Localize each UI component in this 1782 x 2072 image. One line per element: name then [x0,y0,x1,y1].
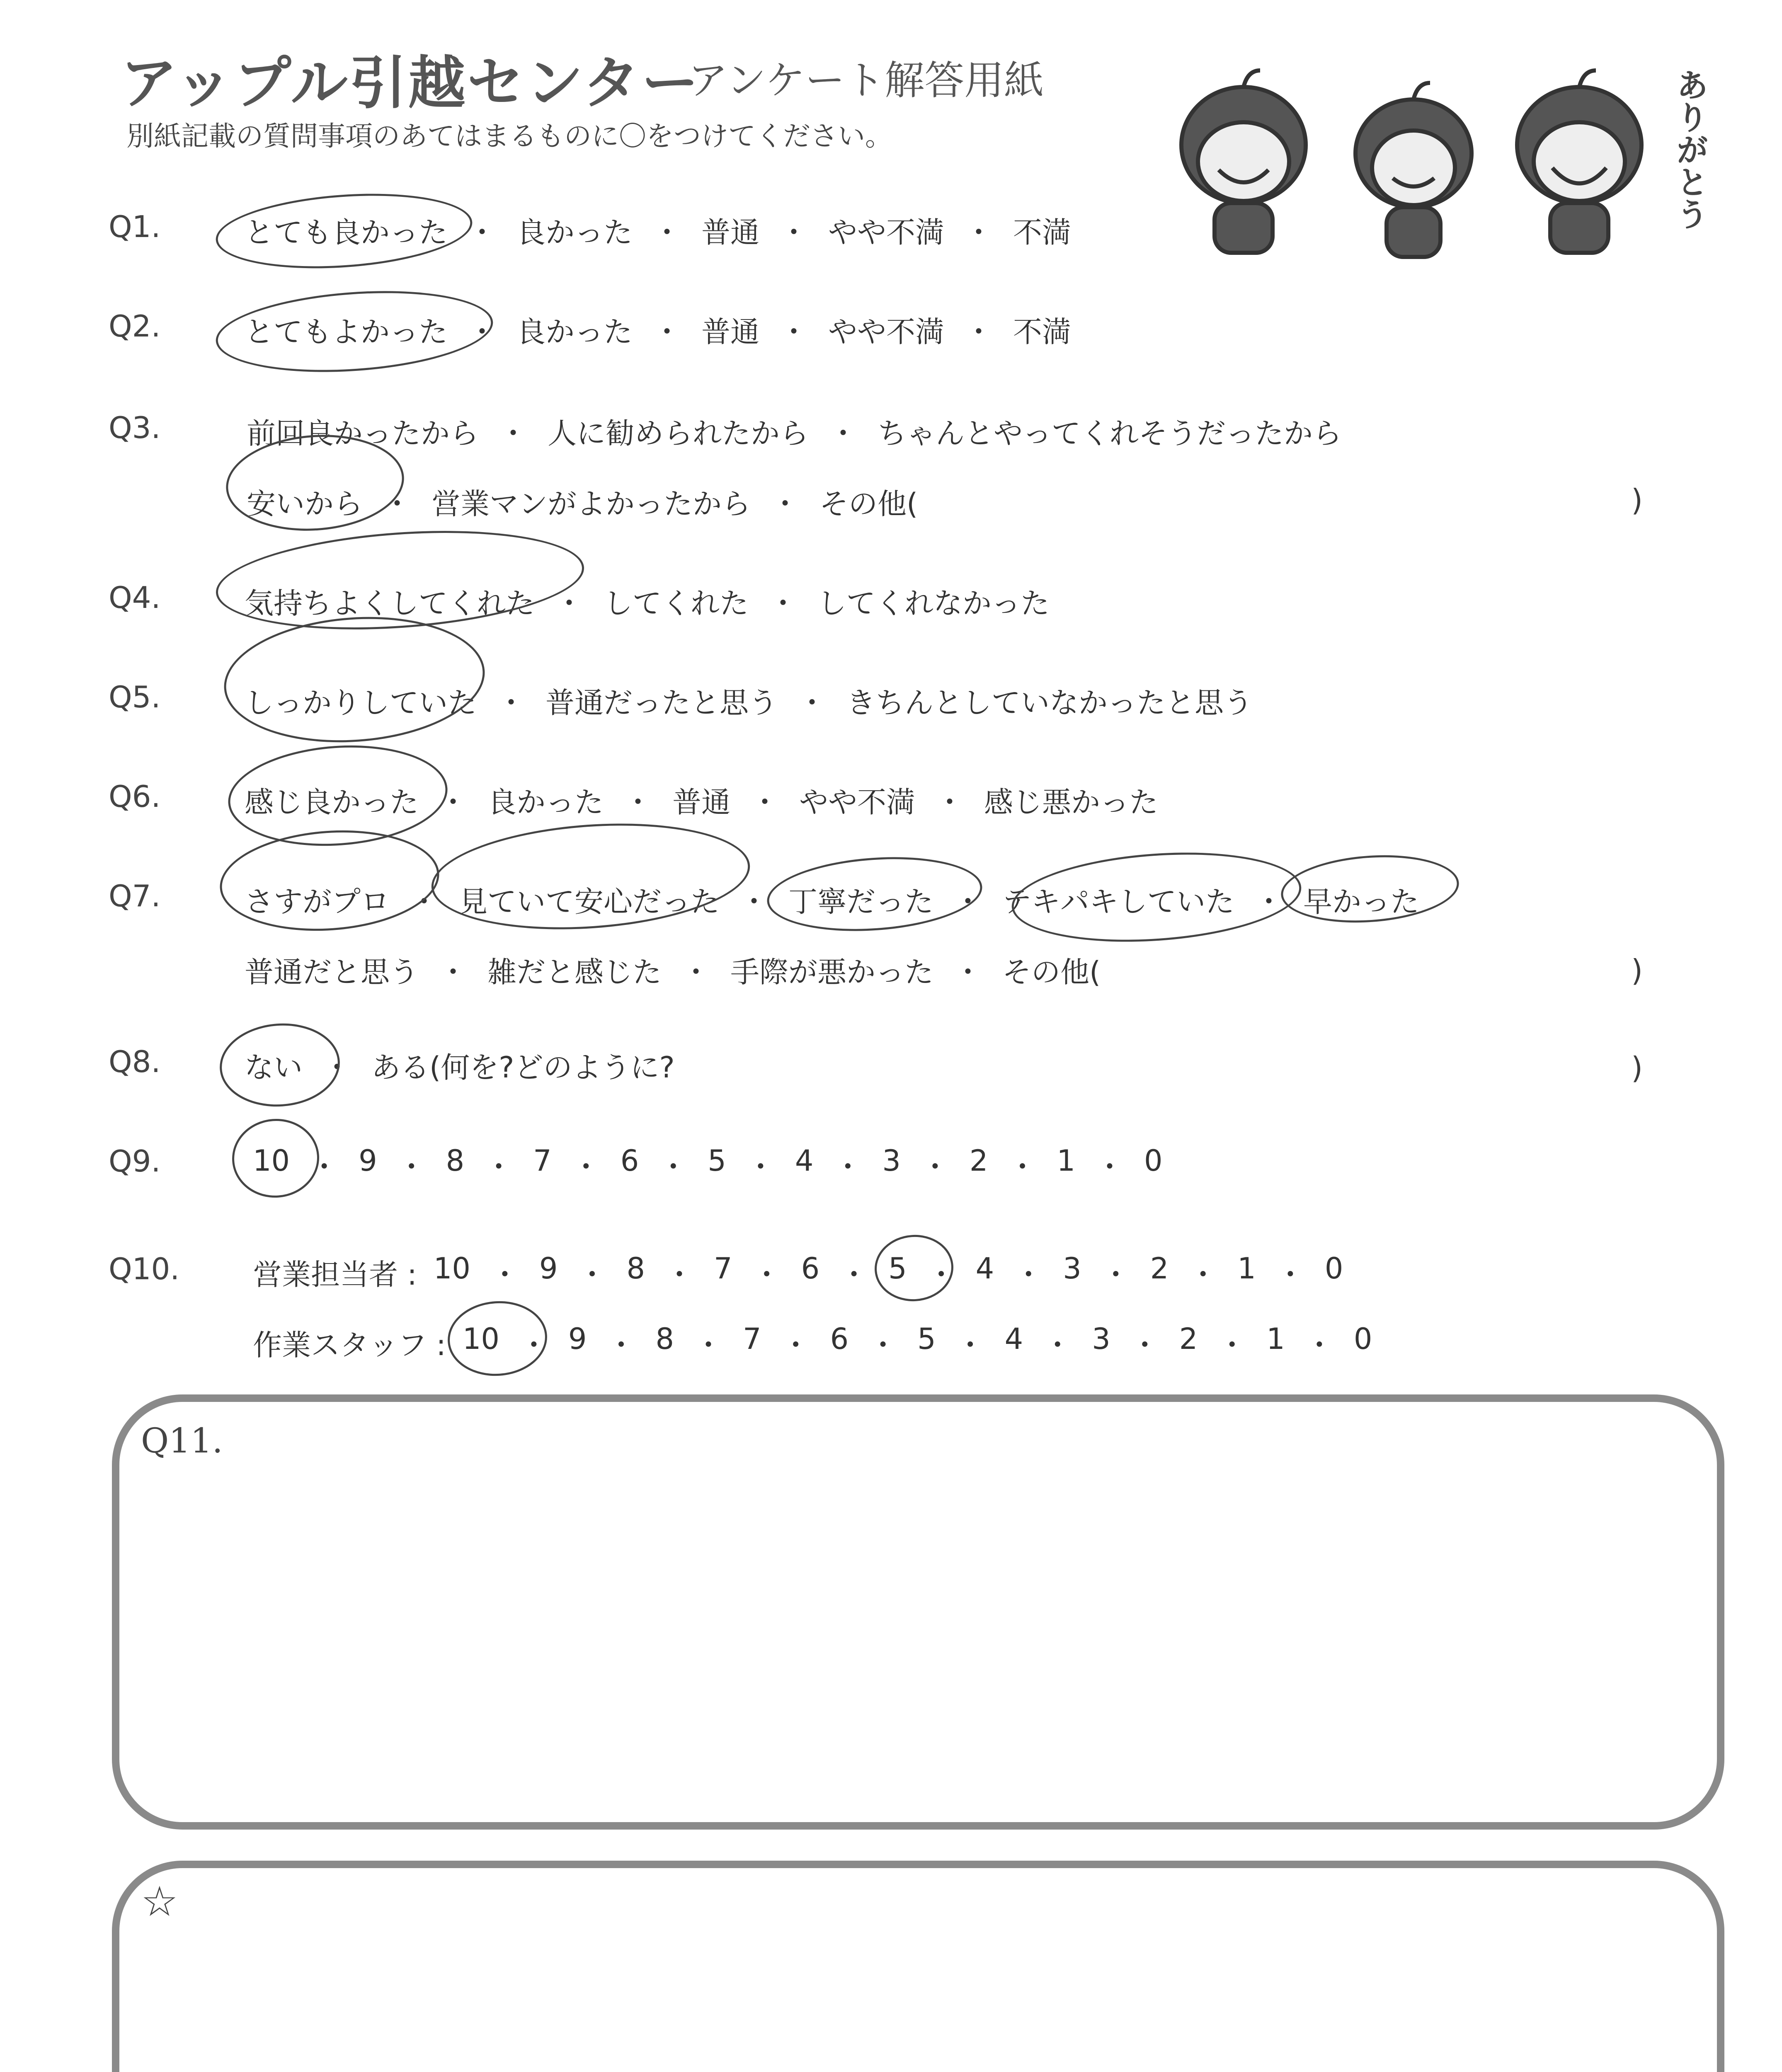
q11-label: Q11. [141,1421,223,1461]
q6-option[interactable]: 感じ悪かった [984,785,1158,819]
q10-score[interactable]: 5 [917,1322,936,1356]
q7-option[interactable]: 早かった [1303,885,1419,919]
q2-option[interactable]: とてもよかった [245,315,448,349]
q1-option[interactable]: やや不満 [828,215,944,249]
q1-option[interactable]: 良かった [516,215,633,249]
q5-option[interactable]: きちんとしていなかったと思う [846,686,1253,720]
q7-option[interactable]: 普通だと思う [245,955,419,989]
q2-option[interactable]: 普通 [701,315,759,349]
q8-option[interactable]: ある(何を?どのように? [371,1051,675,1084]
q9-score[interactable]: 0 [1144,1144,1163,1178]
q9-score[interactable]: 8 [446,1144,465,1178]
q10-sales-row: 営業担当者 : 10 ・ 9 ・ 8 ・ 7 ・ 6 ・ 5 ・ 4 ・ 3 ・ 2 ・ 1 ・ 0 [253,1251,1343,1293]
q9-score[interactable]: 6 [620,1144,639,1178]
answer-circle [213,186,475,276]
q8-number: Q8. [109,1044,161,1079]
q10-score[interactable]: 7 [743,1322,761,1356]
q5-option[interactable]: 普通だったと思う [546,686,778,720]
q7-number: Q7. [109,879,161,913]
thanks-text: ありがとう [1671,68,1708,230]
star-comment-box[interactable] [112,1861,1724,2072]
answer-circle [765,850,985,938]
q2-option[interactable]: 不満 [1013,315,1071,349]
q9-scale: 10 ・ 9 ・ 8 ・ 7 ・ 6 ・ 5 ・ 4 ・ 3 ・ 2 ・ 1 ・ 0 [253,1144,1163,1186]
q10-row-label: 作業スタッフ : [253,1328,446,1362]
form-subtitle: アンケート解答用紙 [688,57,1044,104]
q10-score[interactable]: 10 [433,1251,470,1285]
q6-options: 感じ良かった ・ 良かった ・ 普通 ・ やや不満 ・ 感じ悪かった [245,779,1158,821]
q10-score[interactable]: 6 [801,1251,820,1285]
q7-option[interactable]: テキパキしていた [1002,885,1234,919]
q3-option[interactable]: 前回良かったから [247,416,479,450]
star-icon: ☆ [141,1877,178,1926]
answer-circle [220,608,489,750]
q6-option[interactable]: 良かった [487,785,604,819]
q7-option[interactable]: 雑だと感じた [487,955,662,989]
q4-number: Q4. [109,580,161,615]
q11-comment-box[interactable] [112,1394,1724,1830]
q6-option[interactable]: やや不満 [799,785,915,819]
q10-number: Q10. [109,1251,180,1286]
q6-option[interactable]: 普通 [672,785,730,819]
q7-options-line2: 普通だと思う ・ 雑だと感じた ・ 手際が悪かった ・ その他( [245,949,1101,991]
q9-score[interactable]: 5 [708,1144,726,1178]
q5-option[interactable]: しっかりしていた [245,686,477,720]
q8-paren-close: ) [1631,1051,1643,1085]
q1-option[interactable]: 普通 [701,215,759,249]
q9-score[interactable]: 1 [1057,1144,1075,1178]
q3-option[interactable]: 営業マンがよかったから [432,487,751,521]
brand-title: アップル引越センター [120,50,701,116]
q9-score[interactable]: 10 [253,1144,290,1178]
q10-score[interactable]: 10 [462,1322,499,1356]
q2-option[interactable]: やや不満 [828,315,944,349]
q2-option[interactable]: 良かった [516,315,633,349]
q4-option[interactable]: してくれなかった [817,586,1050,620]
answer-circle [428,813,754,939]
q10-row-label: 営業担当者 : [253,1258,417,1292]
q9-score[interactable]: 9 [359,1144,377,1178]
q10-score[interactable]: 7 [714,1251,732,1285]
q7-options-line1: さすがプロ ・ 見ていて安心だった ・ 丁寧だった ・ テキパキしていた ・ 早かった [245,879,1419,920]
q3-number: Q3. [109,410,161,445]
monkey-mascot-icon [1152,58,1700,265]
q10-score[interactable]: 0 [1353,1322,1372,1356]
q10-score[interactable]: 0 [1324,1251,1343,1285]
q9-score[interactable]: 3 [882,1144,901,1178]
instruction-text: 別紙記載の質問事項のあてはまるものに〇をつけてください。 [126,120,892,152]
q1-option[interactable]: 不満 [1013,215,1071,249]
q10-score[interactable]: 8 [655,1322,674,1356]
q7-option[interactable]: 見ていて安心だった [458,885,720,919]
q3-option[interactable]: ちゃんとやってくれそうだったから [878,416,1342,450]
q4-option[interactable]: してくれた [604,586,749,620]
q10-score[interactable]: 2 [1150,1251,1169,1285]
q2-options: とてもよかった ・ 良かった ・ 普通 ・ やや不満 ・ 不満 [245,309,1071,351]
q3-options-line1: 前回良かったから ・ 人に勧められたから ・ ちゃんとやってくれそうだったから [247,410,1342,452]
answer-circle [230,1116,322,1201]
q10-score[interactable]: 4 [1004,1322,1023,1356]
q7-paren-close: ) [1631,953,1643,988]
q3-options-line2: 安いから ・ 営業マンがよかったから ・ その他( [247,481,918,523]
q1-option[interactable]: とても良かった [245,215,448,249]
q10-score[interactable]: 9 [539,1251,558,1285]
q10-score[interactable]: 1 [1237,1251,1256,1285]
q10-score[interactable]: 3 [1063,1251,1081,1285]
answer-circle [213,283,496,380]
q1-number: Q1. [109,209,161,244]
q8-options: ない ・ ある(何を?どのように? [245,1044,675,1086]
q6-option[interactable]: 感じ良かった [245,785,419,819]
q10-score[interactable]: 3 [1092,1322,1110,1356]
q5-number: Q5. [109,680,161,714]
answer-circle [445,1298,550,1379]
q5-options: しっかりしていた ・ 普通だったと思う ・ きちんとしていなかったと思う [245,680,1253,721]
q2-number: Q2. [109,309,161,344]
q3-option[interactable]: その他( [819,487,918,521]
answer-circle [216,823,442,938]
q10-score[interactable]: 2 [1179,1322,1198,1356]
q3-option[interactable]: 安いから [247,487,363,521]
q10-staff-row: 作業スタッフ : 10 ・ 9 ・ 8 ・ 7 ・ 6 ・ 5 ・ 4 ・ 3 ・ 2 ・ 1 ・ 0 [253,1322,1372,1364]
q9-score[interactable]: 2 [969,1144,988,1178]
q9-score[interactable]: 7 [533,1144,552,1178]
q10-score[interactable]: 1 [1266,1322,1285,1356]
q9-number: Q9. [109,1144,161,1179]
q10-score[interactable]: 9 [568,1322,587,1356]
q7-option[interactable]: その他( [1002,955,1101,989]
q10-score[interactable]: 8 [626,1251,645,1285]
q10-score[interactable]: 4 [975,1251,994,1285]
q10-score[interactable]: 5 [888,1251,907,1285]
q7-option[interactable]: さすがプロ [245,885,390,919]
q4-option[interactable]: 気持ちよくしてくれた [245,586,535,620]
q10-score[interactable]: 6 [830,1322,849,1356]
answer-circle [1009,844,1304,951]
q7-option[interactable]: 手際が悪かった [730,955,933,989]
q1-options: とても良かった ・ 良かった ・ 普通 ・ やや不満 ・ 不満 [245,209,1071,251]
q6-number: Q6. [109,779,161,814]
q4-options: 気持ちよくしてくれた ・ してくれた ・ してくれなかった [245,580,1050,622]
q8-option[interactable]: ない [245,1051,303,1084]
q3-paren-close: ) [1631,483,1643,518]
answer-circle [217,1019,342,1111]
q7-option[interactable]: 丁寧だった [788,885,933,919]
q9-score[interactable]: 4 [795,1144,814,1178]
q3-option[interactable]: 人に勧められたから [548,416,809,450]
